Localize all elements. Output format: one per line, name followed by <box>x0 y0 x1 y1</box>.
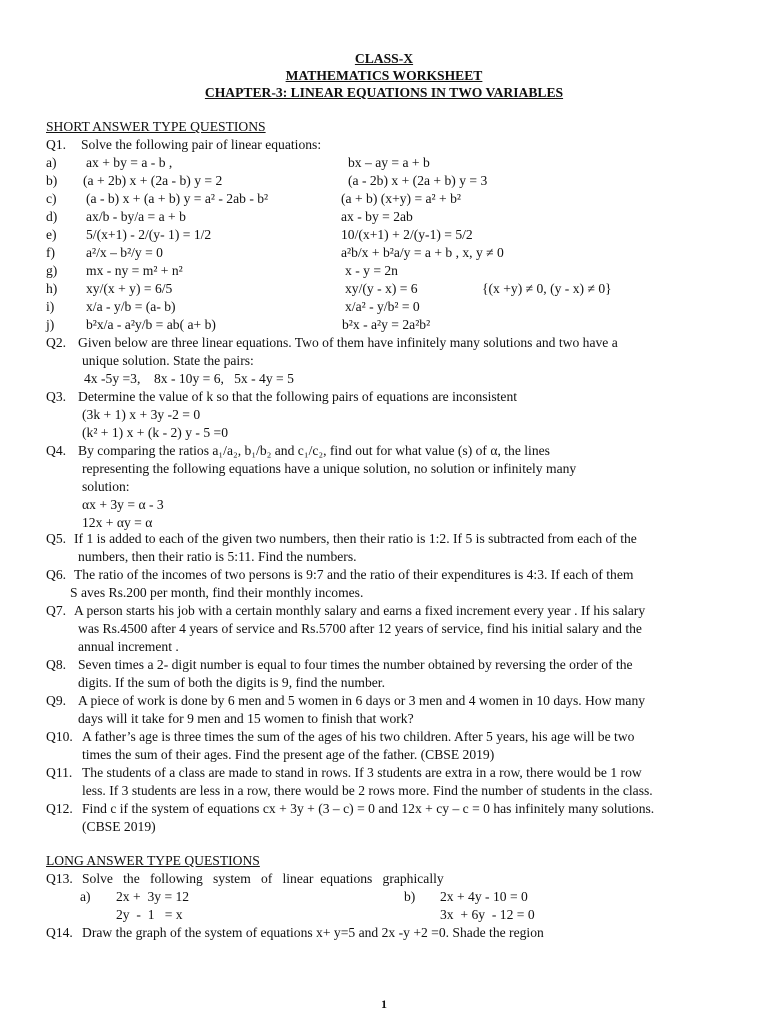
q1-row-e <box>46 226 736 244</box>
equation-right: ax - by = 2ab <box>341 209 413 224</box>
question-line: annual increment . <box>78 639 179 654</box>
question-number: Q11. <box>46 765 73 780</box>
question-number: Q6. <box>46 567 67 582</box>
page-number: 1 <box>381 997 387 1011</box>
question-line: (CBSE 2019) <box>82 819 156 834</box>
equation-right: x/a² - y/b² = 0 <box>345 299 420 314</box>
equation-right: (a + b) (x+y) = a² + b² <box>341 191 461 206</box>
question-line: numbers, then their ratio is 5:11. Find the numbers. <box>78 549 357 564</box>
short-answer-heading: SHORT ANSWER TYPE QUESTIONS <box>46 119 266 134</box>
question-number: Q7. <box>46 603 67 618</box>
question-line: A person starts his job with a certain monthly salary and earns a fixed increment every year . If his salary <box>74 603 646 618</box>
row-label: a) <box>80 889 91 904</box>
equation-left: 2x + 3y = 12 <box>116 889 190 904</box>
question-number: Q2. <box>46 335 67 350</box>
question-number: Q4. <box>46 443 67 458</box>
row-label: e) <box>46 227 57 242</box>
condition-note: {(x +y) ≠ 0, (y - x) ≠ 0} <box>482 281 612 296</box>
question-line: If 1 is added to each of the given two numbers, then their ratio is 1:2. If 5 is subtracted from each of the <box>74 531 637 546</box>
equation-right: a²b/x + b²a/y = a + b , x, y ≠ 0 <box>341 245 504 260</box>
question-text: Solve the following system of linear equations graphically <box>82 871 444 886</box>
q1-row-a <box>46 154 736 172</box>
equation-left: (a - b) x + (a + b) y = a² - 2ab - b² <box>86 191 269 206</box>
equation-right: 10/(x+1) + 2/(y-1) = 5/2 <box>341 227 473 242</box>
question-line: digits. If the sum of both the digits is 9, find the number. <box>78 675 385 690</box>
row-label: c) <box>46 191 57 206</box>
equation-line: αx + 3y = α - 3 <box>82 497 164 512</box>
equation-left: ax/b - by/a = a + b <box>86 209 186 224</box>
question-line: Determine the value of k so that the following pairs of equations are inconsistent <box>78 389 518 404</box>
equation-left: x/a - y/b = (a- b) <box>86 299 176 314</box>
question-line: The students of a class are made to stand in rows. If 3 students are extra in a row, there would be 1 row <box>82 765 642 780</box>
question-number: Q8. <box>46 657 67 672</box>
worksheet-title: MATHEMATICS WORKSHEET <box>285 68 483 83</box>
question-line: representing the following equations have a unique solution, no solution or infinitely many <box>82 461 577 476</box>
q1-row-h <box>46 280 736 298</box>
question-line: times the sum of their ages. Find the present age of the father. (CBSE 2019) <box>82 747 495 762</box>
equation-left: b²x/a - a²y/b = ab( a+ b) <box>86 317 216 332</box>
equation-line: (3k + 1) x + 3y -2 = 0 <box>82 407 201 422</box>
row-label: h) <box>46 281 58 296</box>
question-text: Solve the following pair of linear equations: <box>81 137 322 152</box>
chapter-title: CHAPTER-3: LINEAR EQUATIONS IN TWO VARIABLES <box>204 85 564 100</box>
equation-left: mx - ny = m² + n² <box>86 263 183 278</box>
row-label: b) <box>46 173 58 188</box>
q1-row-j <box>46 316 736 334</box>
question-number: Q10. <box>46 729 73 744</box>
question-line: unique solution. State the pairs: <box>82 353 254 368</box>
q1-row-d <box>46 208 736 226</box>
question-number: Q14. <box>46 925 73 940</box>
question-line: The ratio of the incomes of two persons is 9:7 and the ratio of their expenditures is 4:3. If each of them <box>74 567 634 582</box>
question-line: Given below are three linear equations. Two of them have infinitely many solutions and two have a <box>78 335 618 350</box>
q13-row-2 <box>46 906 736 924</box>
question-number: Q3. <box>46 389 67 404</box>
long-answer-heading: LONG ANSWER TYPE QUESTIONS <box>46 853 260 868</box>
q13-row-1 <box>46 888 736 906</box>
equation-right: (a - 2b) x + (2a + b) y = 3 <box>348 173 488 188</box>
equation-right: x - y = 2n <box>345 263 398 278</box>
equation-left: xy/(x + y) = 6/5 <box>86 281 173 296</box>
equation-left: a²/x – b²/y = 0 <box>86 245 163 260</box>
row-label: j) <box>46 317 55 332</box>
question-line: S aves Rs.200 per month, find their monthly incomes. <box>70 585 364 600</box>
equation-left: ax + by = a - b , <box>86 155 173 170</box>
equation-line: (k² + 1) x + (k - 2) y - 5 =0 <box>82 425 228 440</box>
row-label: g) <box>46 263 58 278</box>
q1-row-i <box>46 298 736 316</box>
question-line: less. If 3 students are less in a row, there would be 2 rows more. Find the number of students in the class. <box>82 783 653 798</box>
row-label: b) <box>404 889 416 904</box>
row-label: d) <box>46 209 58 224</box>
question-line: A piece of work is done by 6 men and 5 women in 6 days or 3 men and 4 women in 10 days. How many <box>78 693 646 708</box>
row-label: a) <box>46 155 57 170</box>
q1-row-f <box>46 244 736 262</box>
equation-line: 12x + αy = α <box>82 515 153 530</box>
question-number: Q9. <box>46 693 67 708</box>
q1-row-c <box>46 190 736 208</box>
row-label: i) <box>46 299 55 314</box>
equation-right: 3x + 6y - 12 = 0 <box>440 907 535 922</box>
question-line: Seven times a 2- digit number is equal to four times the number obtained by reversing the order of the <box>78 657 633 672</box>
question-number: Q13. <box>46 871 73 886</box>
equation-left: (a + 2b) x + (2a - b) y = 2 <box>83 173 223 188</box>
question-line: was Rs.4500 after 4 years of service and Rs.5700 after 12 years of service, find his initial salary and the <box>78 621 642 636</box>
question-number: Q1. <box>46 137 67 152</box>
question-line: Find c if the system of equations cx + 3y + (3 – c) = 0 and 12x + cy – c = 0 has infinitely many solutions. <box>82 801 655 816</box>
equation-line: 4x -5y =3, 8x - 10y = 6, 5x - 4y = 5 <box>84 371 294 386</box>
equation-right: bx – ay = a + b <box>348 155 430 170</box>
q1-row-b <box>46 172 736 190</box>
question-line: solution: <box>82 479 130 494</box>
row-label: f) <box>46 245 56 260</box>
q1-row-g <box>46 262 736 280</box>
class-title: CLASS-X <box>354 51 414 66</box>
equation-right: 2x + 4y - 10 = 0 <box>440 889 528 904</box>
question-number: Q5. <box>46 531 67 546</box>
equation-left: 5/(x+1) - 2/(y- 1) = 1/2 <box>86 227 212 242</box>
equation-right: b²x - a²y = 2a²b² <box>342 317 431 332</box>
equation-right: xy/(y - x) = 6 <box>345 281 418 296</box>
question-number: Q12. <box>46 801 73 816</box>
question-line: days will it take for 9 men and 15 women to finish that work? <box>78 711 414 726</box>
question-line: By comparing the ratios a₁/a₂, b₁/b₂ and c₁/c₂, find out for what value (s) of α, the lines <box>78 443 550 458</box>
question-text: Draw the graph of the system of equations x+ y=5 and 2x -y +2 =0. Shade the region <box>82 925 544 940</box>
question-line: A father’s age is three times the sum of the ages of his two children. After 5 years, his age will be two <box>82 729 635 744</box>
equation-left: 2y - 1 = x <box>116 907 183 922</box>
